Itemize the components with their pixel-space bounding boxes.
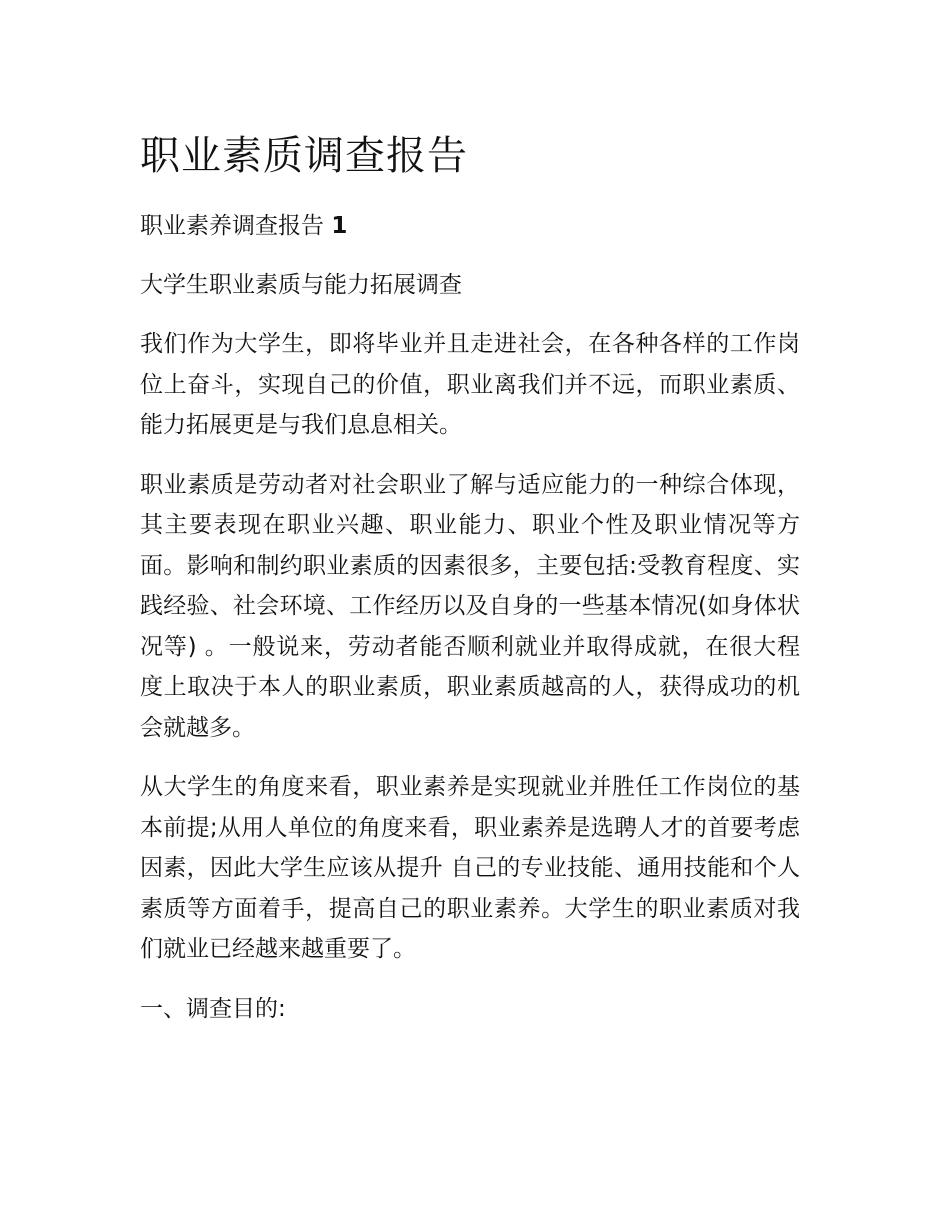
paragraph-2: 职业素质是劳动者对社会职业了解与适应能力的一种综合体现，其主要表现在职业兴趣、职业能力、职业个性及职业情况等方面。影响和制约职业素质的因素很多，主要包括:受教育程度、实践经验、社会环境、工作经历以及自身的一些基本情况(如身体状况等) 。一般说来，劳动者能否顺利就业并取得成就，在很大程度上取决于本人的职业素质，职业素质越高的人，获得成功的机会就越多。 [140,471,800,741]
section-title: 大学生职业素质与能力拓展调查 [140,272,462,298]
heading-survey-purpose: 一、调查目的: [140,995,286,1022]
document-page [140,128,800,1048]
document-title: 职业素质调查报告 [140,133,468,179]
subtitle-number: 1 [331,213,348,239]
paragraph-1: 我们作为大学生，即将毕业并且走进社会，在各种各样的工作岗位上奋斗，实现自己的价值，职业离我们并不远，而职业素质、能力拓展更是与我们息息相关。 [140,331,800,438]
report-subtitle [140,206,800,246]
subtitle-text: 职业素养调查报告 [140,213,332,239]
paragraph-3: 从大学生的角度来看，职业素养是实现就业并胜任工作岗位的基本前提;从用人单位的角度来看，职业素养是选聘人才的首要考虑因素，因此大学生应该从提升 自己的专业技能、通用技能和个人素质等方面着手，提高自己的职业素养。大学生的职业素质对我们就业已经越来越重要了。 [140,774,800,962]
